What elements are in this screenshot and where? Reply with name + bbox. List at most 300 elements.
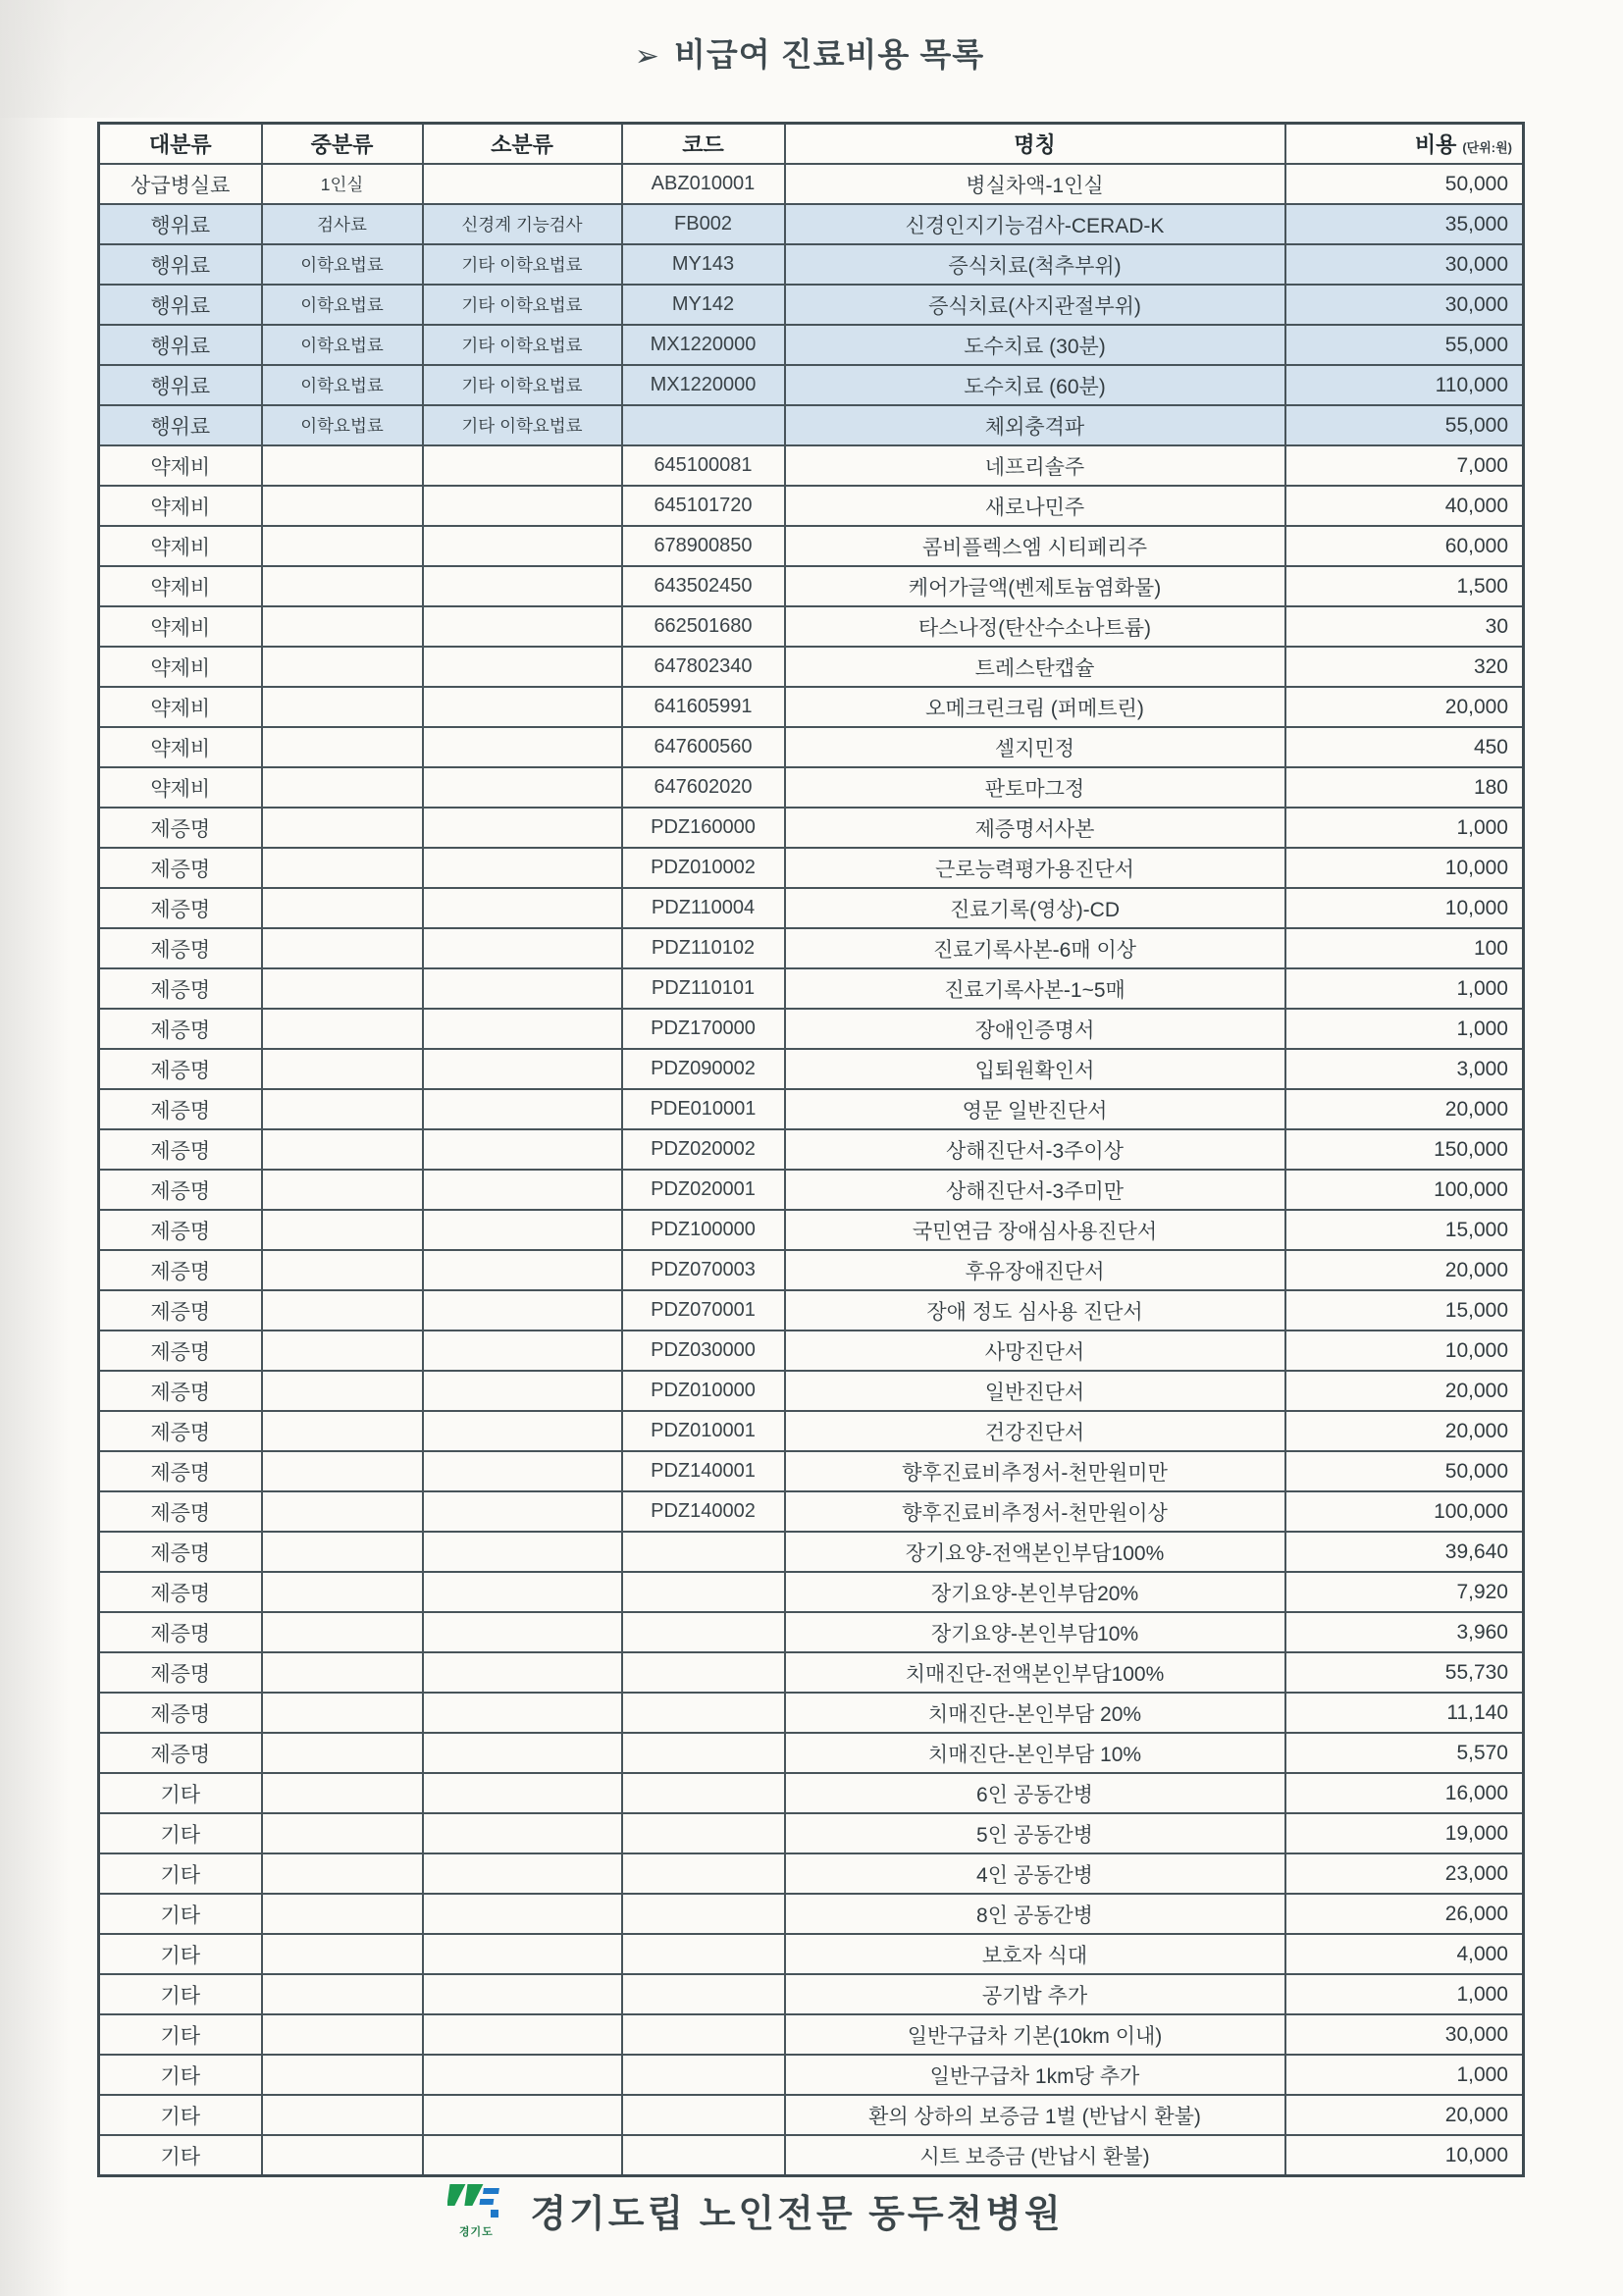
cell-category: 약제비	[99, 566, 262, 606]
cell-code	[622, 1572, 785, 1612]
cell-code: 662501680	[622, 606, 785, 647]
cell-code: PDZ030000	[622, 1331, 785, 1371]
cell-category: 제증명	[99, 1693, 262, 1733]
cell-sub-category	[423, 1612, 622, 1652]
cell-category: 제증명	[99, 1129, 262, 1170]
cell-sub-category	[423, 526, 622, 566]
table-row	[99, 285, 1524, 325]
cell-sub-category	[423, 888, 622, 928]
cell-price: 30	[1285, 606, 1524, 647]
fee-table-body	[99, 164, 1524, 2176]
cell-category: 행위료	[99, 204, 262, 244]
cell-price: 20,000	[1285, 1371, 1524, 1411]
table-row	[99, 1331, 1524, 1371]
cell-price: 20,000	[1285, 2095, 1524, 2135]
cell-category: 약제비	[99, 727, 262, 767]
cell-category: 기타	[99, 1974, 262, 2014]
cell-mid-category	[262, 526, 423, 566]
cell-mid-category	[262, 1532, 423, 1572]
cell-mid-category: 검사료	[262, 204, 423, 244]
cell-category: 기타	[99, 1934, 262, 1974]
table-row	[99, 1532, 1524, 1572]
cell-sub-category	[423, 1491, 622, 1532]
footer	[43, 2180, 1468, 2239]
cell-name: 일반구급차 1km당 추가	[785, 2055, 1285, 2095]
cell-mid-category	[262, 1813, 423, 1853]
cell-mid-category	[262, 1894, 423, 1934]
table-row	[99, 164, 1524, 204]
cell-code	[622, 1693, 785, 1733]
table-row	[99, 405, 1524, 445]
cell-sub-category	[423, 1210, 622, 1250]
table-row	[99, 808, 1524, 848]
table-row	[99, 2014, 1524, 2055]
cell-mid-category	[262, 767, 423, 808]
cell-mid-category: 이학요법료	[262, 285, 423, 325]
table-row	[99, 1089, 1524, 1129]
cell-code: 647802340	[622, 647, 785, 687]
table-row	[99, 2135, 1524, 2176]
cell-code	[622, 2014, 785, 2055]
cell-price: 320	[1285, 647, 1524, 687]
cell-price: 10,000	[1285, 1331, 1524, 1371]
cell-category: 제증명	[99, 968, 262, 1009]
cell-sub-category	[423, 2014, 622, 2055]
cell-category: 약제비	[99, 647, 262, 687]
cell-code	[622, 1894, 785, 1934]
cell-mid-category	[262, 888, 423, 928]
cell-name: 병실차액-1인실	[785, 164, 1285, 204]
cell-name: 상해진단서-3주이상	[785, 1129, 1285, 1170]
table-row	[99, 2095, 1524, 2135]
cell-name: 치매진단-전액본인부담100%	[785, 1652, 1285, 1693]
cell-mid-category	[262, 1974, 423, 2014]
cell-mid-category	[262, 1491, 423, 1532]
cell-sub-category: 기타 이학요법료	[423, 325, 622, 365]
cell-price: 10,000	[1285, 888, 1524, 928]
table-row	[99, 2055, 1524, 2095]
cell-code: MX1220000	[622, 325, 785, 365]
cell-code: PDZ020001	[622, 1170, 785, 1210]
cell-price: 100,000	[1285, 1170, 1524, 1210]
cell-mid-category	[262, 486, 423, 526]
cell-sub-category	[423, 1894, 622, 1934]
cell-name: 치매진단-본인부담 20%	[785, 1693, 1285, 1733]
cell-sub-category	[423, 2055, 622, 2095]
cell-sub-category	[423, 1049, 622, 1089]
cell-name: 진료기록사본-6매 이상	[785, 928, 1285, 968]
cell-sub-category	[423, 647, 622, 687]
cell-category: 약제비	[99, 606, 262, 647]
cell-mid-category	[262, 1572, 423, 1612]
cell-price: 26,000	[1285, 1894, 1524, 1934]
cell-price: 30,000	[1285, 285, 1524, 325]
cell-category: 행위료	[99, 405, 262, 445]
cell-price: 1,000	[1285, 808, 1524, 848]
cell-price: 1,000	[1285, 1009, 1524, 1049]
cell-price: 55,000	[1285, 405, 1524, 445]
cell-sub-category	[423, 968, 622, 1009]
cell-code: ABZ010001	[622, 164, 785, 204]
cell-name: 체외충격파	[785, 405, 1285, 445]
col-header-price-label: 비용	[1414, 132, 1457, 157]
page-title-text: 비급여 진료비용 목록	[673, 36, 985, 73]
cell-mid-category	[262, 1009, 423, 1049]
cell-name: 향후진료비추정서-천만원미만	[785, 1451, 1285, 1491]
cell-sub-category	[423, 1411, 622, 1451]
cell-mid-category	[262, 1934, 423, 1974]
cell-price: 23,000	[1285, 1853, 1524, 1894]
table-row	[99, 445, 1524, 486]
table-row	[99, 1451, 1524, 1491]
table-row	[99, 1170, 1524, 1210]
cell-code: PDE010001	[622, 1089, 785, 1129]
cell-code	[622, 1652, 785, 1693]
cell-category: 약제비	[99, 445, 262, 486]
cell-mid-category	[262, 808, 423, 848]
cell-mid-category	[262, 1250, 423, 1290]
cell-mid-category	[262, 727, 423, 767]
cell-name: 도수치료 (30분)	[785, 325, 1285, 365]
table-row	[99, 687, 1524, 727]
col-header-category: 대분류	[99, 124, 262, 165]
table-row	[99, 1894, 1524, 1934]
cell-category: 제증명	[99, 1491, 262, 1532]
cell-category: 제증명	[99, 1089, 262, 1129]
cell-code: PDZ140002	[622, 1491, 785, 1532]
table-row	[99, 1733, 1524, 1773]
table-row	[99, 968, 1524, 1009]
cell-category: 행위료	[99, 325, 262, 365]
cell-category: 기타	[99, 2135, 262, 2176]
cell-name: 향후진료비추정서-천만원이상	[785, 1491, 1285, 1532]
cell-mid-category: 1인실	[262, 164, 423, 204]
cell-code	[622, 1934, 785, 1974]
hospital-name: 경기도립 노인전문 동두천병원	[530, 2193, 1064, 2235]
cell-code: PDZ110102	[622, 928, 785, 968]
cell-code: PDZ110004	[622, 888, 785, 928]
table-row	[99, 486, 1524, 526]
cell-sub-category	[423, 1371, 622, 1411]
cell-price: 39,640	[1285, 1532, 1524, 1572]
cell-category: 제증명	[99, 1371, 262, 1411]
cell-price: 20,000	[1285, 1250, 1524, 1290]
cell-sub-category	[423, 1733, 622, 1773]
cell-name: 4인 공동간병	[785, 1853, 1285, 1894]
table-row	[99, 647, 1524, 687]
cell-category: 약제비	[99, 687, 262, 727]
cell-price: 180	[1285, 767, 1524, 808]
cell-category: 기타	[99, 1853, 262, 1894]
cell-sub-category	[423, 1009, 622, 1049]
table-row	[99, 1129, 1524, 1170]
cell-code: PDZ140001	[622, 1451, 785, 1491]
cell-price: 1,500	[1285, 566, 1524, 606]
cell-sub-category: 기타 이학요법료	[423, 405, 622, 445]
cell-category: 기타	[99, 1894, 262, 1934]
cell-name: 일반구급차 기본(10km 이내)	[785, 2014, 1285, 2055]
cell-price: 1,000	[1285, 1974, 1524, 2014]
cell-name: 새로나민주	[785, 486, 1285, 526]
cell-sub-category: 기타 이학요법료	[423, 244, 622, 285]
cell-code: PDZ010002	[622, 848, 785, 888]
table-row	[99, 325, 1524, 365]
cell-mid-category	[262, 1612, 423, 1652]
table-row	[99, 1572, 1524, 1612]
table-row	[99, 1693, 1524, 1733]
cell-name: 트레스탄캡슐	[785, 647, 1285, 687]
cell-code	[622, 2095, 785, 2135]
cell-code	[622, 1974, 785, 2014]
fee-table-header	[99, 124, 1524, 165]
cell-category: 제증명	[99, 1733, 262, 1773]
cell-price: 7,920	[1285, 1572, 1524, 1612]
cell-name: 증식치료(척추부위)	[785, 244, 1285, 285]
cell-sub-category	[423, 1451, 622, 1491]
table-row	[99, 204, 1524, 244]
cell-sub-category	[423, 2135, 622, 2176]
cell-code: MY142	[622, 285, 785, 325]
cell-sub-category	[423, 767, 622, 808]
cell-price: 55,730	[1285, 1652, 1524, 1693]
cell-mid-category	[262, 1371, 423, 1411]
price-unit-note: (단위:원)	[1462, 140, 1512, 155]
cell-mid-category: 이학요법료	[262, 405, 423, 445]
cell-category: 제증명	[99, 1572, 262, 1612]
table-row	[99, 1371, 1524, 1411]
cell-name: 진료기록(영상)-CD	[785, 888, 1285, 928]
cell-sub-category	[423, 1974, 622, 2014]
cell-mid-category	[262, 928, 423, 968]
table-row	[99, 1411, 1524, 1451]
cell-mid-category	[262, 1290, 423, 1331]
cell-category: 제증명	[99, 1290, 262, 1331]
cell-category: 제증명	[99, 808, 262, 848]
fee-table	[97, 122, 1525, 2177]
cell-name: 근로능력평가용진단서	[785, 848, 1285, 888]
cell-price: 35,000	[1285, 204, 1524, 244]
cell-name: 장기요양-본인부담20%	[785, 1572, 1285, 1612]
cell-price: 11,140	[1285, 1693, 1524, 1733]
cell-name: 장애인증명서	[785, 1009, 1285, 1049]
table-row	[99, 1049, 1524, 1089]
table-row	[99, 606, 1524, 647]
cell-price: 100,000	[1285, 1491, 1524, 1532]
cell-mid-category	[262, 1411, 423, 1451]
cell-mid-category	[262, 1773, 423, 1813]
table-row	[99, 767, 1524, 808]
cell-sub-category	[423, 1532, 622, 1572]
cell-code: PDZ090002	[622, 1049, 785, 1089]
cell-code: PDZ010000	[622, 1371, 785, 1411]
cell-price: 10,000	[1285, 848, 1524, 888]
cell-mid-category: 이학요법료	[262, 325, 423, 365]
table-row	[99, 1934, 1524, 1974]
cell-category: 상급병실료	[99, 164, 262, 204]
cell-mid-category	[262, 606, 423, 647]
cell-category: 제증명	[99, 928, 262, 968]
cell-category: 제증명	[99, 1451, 262, 1491]
table-row	[99, 727, 1524, 767]
cell-code: PDZ170000	[622, 1009, 785, 1049]
cell-mid-category	[262, 1853, 423, 1894]
cell-mid-category: 이학요법료	[262, 365, 423, 405]
logo-caption: 경기도	[458, 2226, 494, 2238]
cell-name: 타스나정(탄산수소나트륨)	[785, 606, 1285, 647]
cell-sub-category	[423, 848, 622, 888]
cell-category: 제증명	[99, 1331, 262, 1371]
cell-price: 19,000	[1285, 1813, 1524, 1853]
table-row	[99, 1853, 1524, 1894]
cell-price: 20,000	[1285, 1411, 1524, 1451]
cell-code: 643502450	[622, 566, 785, 606]
col-header-code: 코드	[622, 124, 785, 165]
cell-category: 제증명	[99, 1612, 262, 1652]
cell-sub-category	[423, 1089, 622, 1129]
cell-category: 제증명	[99, 848, 262, 888]
table-row	[99, 566, 1524, 606]
cell-name: 상해진단서-3주미만	[785, 1170, 1285, 1210]
table-row	[99, 1290, 1524, 1331]
cell-sub-category	[423, 1331, 622, 1371]
cell-price: 60,000	[1285, 526, 1524, 566]
cell-mid-category	[262, 566, 423, 606]
cell-sub-category	[423, 687, 622, 727]
cell-code	[622, 2055, 785, 2095]
cell-price: 20,000	[1285, 1089, 1524, 1129]
arrow-icon: ➢	[634, 40, 660, 73]
cell-sub-category	[423, 164, 622, 204]
cell-price: 50,000	[1285, 1451, 1524, 1491]
cell-name: 건강진단서	[785, 1411, 1285, 1451]
cell-price: 4,000	[1285, 1934, 1524, 1974]
cell-category: 제증명	[99, 1170, 262, 1210]
cell-name: 판토마그정	[785, 767, 1285, 808]
cell-code: PDZ100000	[622, 1210, 785, 1250]
cell-name: 시트 보증금 (반납시 환불)	[785, 2135, 1285, 2176]
cell-sub-category: 신경계 기능검사	[423, 204, 622, 244]
cell-category: 약제비	[99, 486, 262, 526]
cell-code	[622, 1813, 785, 1853]
cell-name: 제증명서사본	[785, 808, 1285, 848]
cell-sub-category	[423, 727, 622, 767]
table-row	[99, 1250, 1524, 1290]
cell-name: 6인 공동간병	[785, 1773, 1285, 1813]
cell-name: 후유장애진단서	[785, 1250, 1285, 1290]
gyeonggi-logo-icon	[447, 2180, 504, 2239]
col-header-sub-category: 소분류	[423, 124, 622, 165]
cell-sub-category	[423, 1572, 622, 1612]
page-title	[97, 29, 1522, 76]
cell-price: 100	[1285, 928, 1524, 968]
cell-code: PDZ070003	[622, 1250, 785, 1290]
table-row	[99, 1813, 1524, 1853]
cell-name: 입퇴원확인서	[785, 1049, 1285, 1089]
cell-code	[622, 1612, 785, 1652]
cell-price: 30,000	[1285, 244, 1524, 285]
cell-code: PDZ020002	[622, 1129, 785, 1170]
cell-mid-category	[262, 1049, 423, 1089]
table-row	[99, 244, 1524, 285]
cell-sub-category	[423, 1250, 622, 1290]
cell-code: 647600560	[622, 727, 785, 767]
cell-mid-category	[262, 2095, 423, 2135]
table-row	[99, 1974, 1524, 2014]
cell-name: 도수치료 (60분)	[785, 365, 1285, 405]
cell-category: 제증명	[99, 1210, 262, 1250]
cell-code: 645101720	[622, 486, 785, 526]
cell-name: 셀지민정	[785, 727, 1285, 767]
cell-category: 행위료	[99, 285, 262, 325]
cell-name: 증식치료(사지관절부위)	[785, 285, 1285, 325]
cell-category: 약제비	[99, 767, 262, 808]
cell-code: MY143	[622, 244, 785, 285]
cell-sub-category	[423, 1129, 622, 1170]
cell-price: 15,000	[1285, 1210, 1524, 1250]
cell-category: 기타	[99, 2055, 262, 2095]
cell-sub-category	[423, 1693, 622, 1733]
cell-mid-category	[262, 2135, 423, 2176]
table-row	[99, 1652, 1524, 1693]
cell-mid-category	[262, 2055, 423, 2095]
cell-sub-category: 기타 이학요법료	[423, 285, 622, 325]
cell-name: 8인 공동간병	[785, 1894, 1285, 1934]
cell-price: 1,000	[1285, 2055, 1524, 2095]
cell-mid-category	[262, 1693, 423, 1733]
cell-mid-category	[262, 1331, 423, 1371]
table-row	[99, 888, 1524, 928]
col-header-price	[1285, 124, 1524, 165]
cell-price: 1,000	[1285, 968, 1524, 1009]
cell-category: 행위료	[99, 244, 262, 285]
cell-name: 환의 상하의 보증금 1벌 (반납시 환불)	[785, 2095, 1285, 2135]
cell-mid-category	[262, 1652, 423, 1693]
cell-name: 영문 일반진단서	[785, 1089, 1285, 1129]
cell-name: 오메크린크림 (퍼메트린)	[785, 687, 1285, 727]
cell-price: 450	[1285, 727, 1524, 767]
cell-mid-category	[262, 1210, 423, 1250]
cell-category: 약제비	[99, 526, 262, 566]
cell-sub-category	[423, 2095, 622, 2135]
cell-mid-category	[262, 968, 423, 1009]
cell-sub-category	[423, 1813, 622, 1853]
cell-sub-category	[423, 1170, 622, 1210]
cell-category: 기타	[99, 2095, 262, 2135]
cell-price: 10,000	[1285, 2135, 1524, 2176]
cell-price: 7,000	[1285, 445, 1524, 486]
cell-name: 치매진단-본인부담 10%	[785, 1733, 1285, 1773]
cell-code: FB002	[622, 204, 785, 244]
cell-sub-category	[423, 808, 622, 848]
cell-code	[622, 1733, 785, 1773]
cell-price: 15,000	[1285, 1290, 1524, 1331]
cell-sub-category	[423, 928, 622, 968]
cell-name: 장기요양-전액본인부담100%	[785, 1532, 1285, 1572]
cell-price: 50,000	[1285, 164, 1524, 204]
table-row	[99, 1612, 1524, 1652]
cell-code	[622, 1532, 785, 1572]
cell-code: PDZ010001	[622, 1411, 785, 1451]
cell-price: 5,570	[1285, 1733, 1524, 1773]
cell-mid-category	[262, 848, 423, 888]
cell-code: 678900850	[622, 526, 785, 566]
cell-sub-category	[423, 1934, 622, 1974]
col-header-mid-category: 중분류	[262, 124, 423, 165]
table-row	[99, 1210, 1524, 1250]
table-row	[99, 848, 1524, 888]
cell-category: 기타	[99, 1813, 262, 1853]
cell-code	[622, 2135, 785, 2176]
